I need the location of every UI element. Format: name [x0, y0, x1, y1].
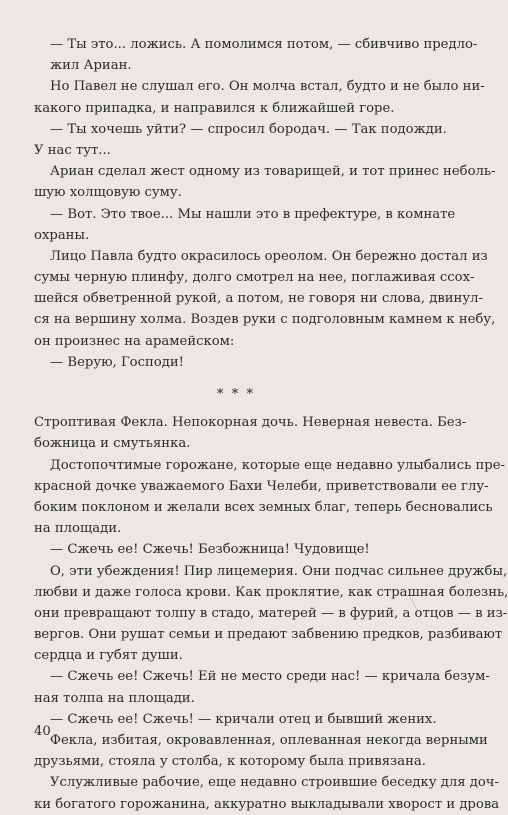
text-line: жил Ариан. — [50, 58, 132, 74]
section-separator: * * * — [216, 387, 256, 402]
text-line: он произнес на арамейском: — [34, 333, 235, 349]
text-line: вергов. Они рушат семьи и предают забвению предков, разбивают — [34, 627, 503, 643]
paragraph-8 — [34, 412, 467, 454]
page-number: 40 — [34, 724, 51, 739]
paragraph-9 — [34, 455, 505, 540]
paragraph-14 — [34, 730, 488, 772]
text-line: — Сжечь ее! Сжечь! — кричали отец и бывший жених. — [50, 711, 437, 727]
text-line: Услужливые рабочие, еще недавно строившие беседку для доч- — [50, 775, 499, 791]
book-page-text — [34, 34, 508, 815]
text-line: друзьями, стояла у столба, к которому была привязана. — [34, 754, 426, 770]
text-line: ная толпа на площади. — [34, 690, 195, 706]
paragraph-12 — [34, 666, 490, 708]
text-line: красной дочке уважаемого Бахи Челеби, приветствовали ее глу- — [34, 478, 489, 494]
text-line: на площади. — [34, 521, 122, 537]
text-line: — Ты это... ложись. А помолимся потом, — сбивчиво предло- — [50, 37, 478, 52]
text-line: ки богатого горожанина, аккуратно выкладывали хворост и дрова — [34, 796, 500, 812]
text-line: какого припадка, и направился к ближайшей горе. — [34, 100, 395, 116]
text-line: У нас тут... — [34, 142, 111, 158]
paragraph-15 — [34, 772, 500, 814]
text-line: Но Павел не слушал его. Он молча встал, будто и не было ни- — [50, 79, 485, 95]
text-line: божница и смутьянка. — [34, 436, 191, 452]
text-line: Фекла, избитая, окровавленная, оплеванная некогда верными — [50, 733, 488, 748]
paragraph-7 — [34, 352, 438, 373]
paragraph-1 — [34, 34, 478, 76]
text-line: сумы черную плинфу, долго смотрел на нее, поглаживая ссох- — [34, 270, 475, 286]
text-line: — Ты хочешь уйти? — спросил бородач. — Так подожди. — [50, 121, 447, 137]
text-line: — Сжечь ее! Сжечь! Безбожница! Чудовище! — [50, 542, 370, 558]
paragraph-5 — [34, 204, 456, 246]
text-line: — Сжечь ее! Сжечь! Ей не место среди нас! — кричала безум- — [50, 669, 490, 685]
paragraph-3 — [34, 119, 447, 161]
text-line: любви и даже голоса крови. Как проклятие, как страшная болезнь, — [34, 584, 508, 600]
text-line: — Вот. Это твое... Мы нашли это в префектуре, в комнате — [50, 206, 456, 222]
text-line: они превращают толпу в стадо, матерей — в фурий, а отцов — в из- — [34, 605, 508, 621]
paragraph-10 — [34, 539, 438, 560]
text-line: — Верую, Господи! — [50, 354, 184, 370]
text-line: Лицо Павла будто окрасилось ореолом. Он бережно достал из — [50, 248, 488, 264]
text-line: шейся обветренной рукой, а потом, не говоря ни слова, двинул- — [34, 291, 483, 307]
paragraph-2 — [34, 76, 485, 118]
text-line: Достопочтимые горожане, которые еще недавно улыбались пре- — [50, 457, 505, 473]
text-line: шую холщовую суму. — [34, 185, 182, 201]
paragraph-4 — [34, 161, 496, 203]
text-line: О, эти убеждения! Пир лицемерия. Они подчас сильнее дружбы, — [50, 563, 508, 579]
text-line: сердца и губят души. — [34, 648, 183, 664]
paragraph-6 — [34, 246, 496, 352]
text-line: Строптивая Фекла. Непокорная дочь. Неверная невеста. Без- — [34, 415, 467, 431]
paragraph-11 — [34, 561, 508, 667]
text-line: Ариан сделал жест одному из товарищей, и тот принес неболь- — [50, 164, 496, 180]
text-line: охраны. — [34, 227, 90, 243]
paragraph-13 — [34, 709, 438, 730]
text-line: ся на вершину холма. Воздев руки с подголовным камнем к небу, — [34, 312, 496, 328]
text-line: боким поклоном и желали всех земных благ, теперь бесновались — [34, 499, 493, 515]
